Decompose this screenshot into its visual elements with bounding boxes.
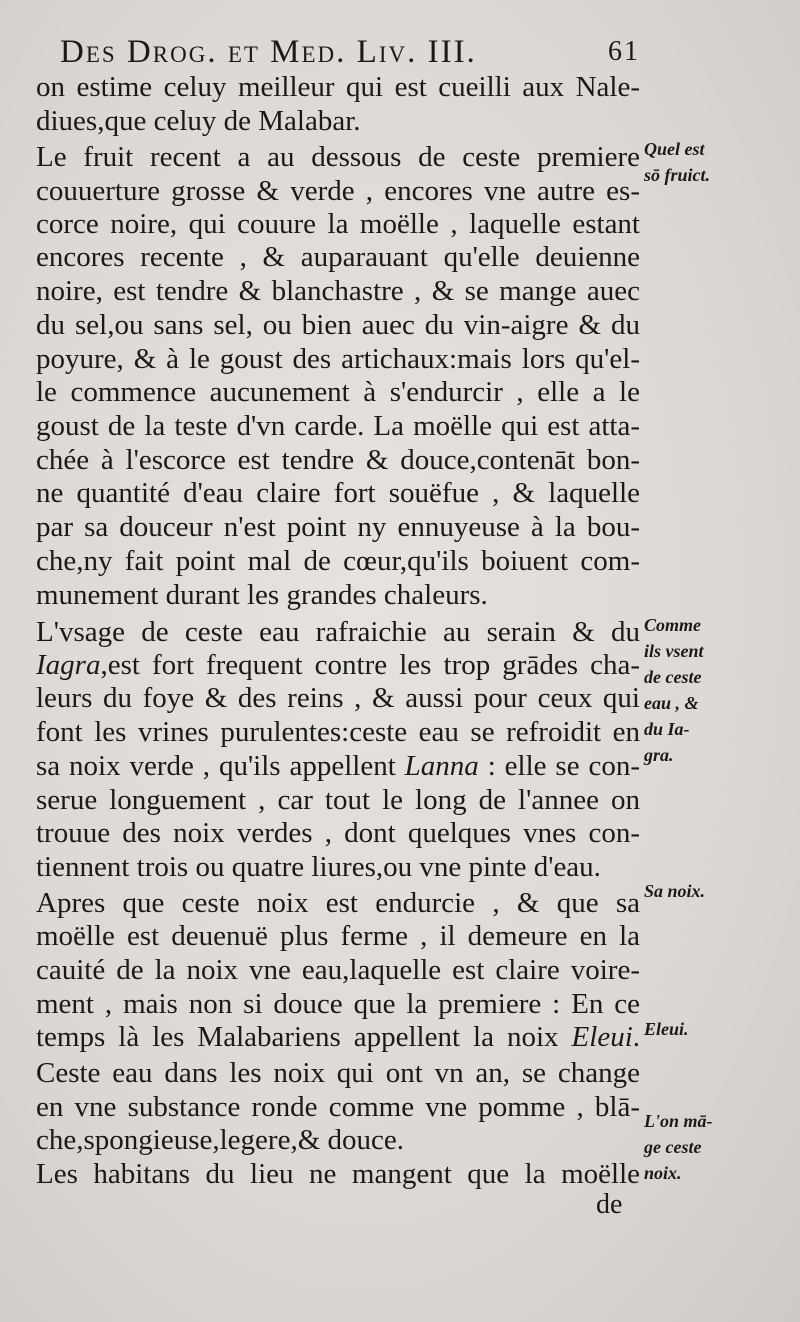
text-line: Le fruit recent a au dessous de ceste premiere [36,141,640,173]
text-line: che,spongieuse,legere,& douce. [36,1124,404,1156]
margin-note-line: Quel est [644,139,705,159]
margin-note-line: ils vsent [644,641,704,661]
margin-note-line: sō fruict. [644,165,711,185]
text-line: par sa douceur n'est point ny ennuyeuse à la bou- [36,511,640,543]
text-segment: ,est fort frequent contre les trop grādes cha- [100,649,640,681]
margin-note-line: gra. [644,745,674,765]
text-segment: . [632,1021,640,1053]
text-line: Les habitans du lieu ne mangent que la moëlle [36,1158,640,1190]
margin-note [644,612,794,768]
text-line: du sel,ou sans sel, ou bien auec du vin-aigre & du [36,309,640,341]
text-segment: sa noix verde , qu'ils appellent [36,750,405,782]
margin-note [644,878,794,904]
text-line: tiennent trois ou quatre liures,ou vne pinte d'eau. [36,851,601,883]
text-line: diues,que celuy de Malabar. [36,105,361,137]
margin-note-line: du Ia- [644,719,690,739]
page-number: 61 [608,36,640,67]
text-line: che,ny fait point mal de cœur,qu'ils boiuent com- [36,545,640,577]
running-title: Des Drog. et Med. Liv. III. [60,34,477,70]
margin-note-line: ge ceste [644,1137,702,1157]
text-segment: temps là les Malabariens appellent la noix [36,1021,572,1053]
margin-note-line: eau , & [644,693,699,713]
text-line: moëlle est deuenuë plus ferme , il demeure en la [36,920,640,952]
margin-note-line: noix. [644,1163,682,1183]
text-segment: : elle se con- [478,750,641,782]
text-line: Apres que ceste noix est endurcie , & que sa [36,887,640,919]
margin-note [644,136,794,188]
catchword: de [596,1189,623,1220]
text-line: cauité de la noix vne eau,laquelle est claire voire- [36,954,640,986]
margin-note-line: L'on mā- [644,1111,713,1131]
margin-note-line: Sa noix. [644,881,706,901]
text-line [36,1020,640,1054]
text-line: leurs du foye & des reins , & aussi pour ceux qui [36,682,640,714]
page-header [60,30,640,74]
text-line: serue longuement , car tout le long de l'annee on [36,784,640,816]
text-line: corce noire, qui couure la moëlle , laquelle estant [36,208,640,240]
italic-term: Lanna [404,750,479,782]
text-line [36,648,640,682]
text-line: font les vrines purulentes:ceste eau se refroidit en [36,716,640,748]
margin-note-line: Eleui. [644,1019,689,1039]
text-line: couuerture grosse & verde , encores vne autre es- [36,175,640,207]
text-line: goust de la teste d'vn carde. La moëlle qui est atta- [36,410,640,442]
text-line: chée à l'escorce est tendre & douce,contenāt bon- [36,444,640,476]
text-line: ment , mais non si douce que la premiere : En ce [36,988,640,1020]
text-line: on estime celuy meilleur qui est cueilli aux Nale- [36,71,640,103]
margin-note [644,1016,794,1042]
text-line: le commence aucunement à s'endurcir , elle a le [36,376,640,408]
text-line [36,749,640,783]
text-line: poyure, & à le goust des artichaux:mais lors qu'el- [36,343,640,375]
text-line: Ceste eau dans les noix qui ont vn an, se change [36,1057,640,1089]
italic-term: Eleui [571,1021,633,1053]
text-line: munement durant les grandes chaleurs. [36,579,488,611]
italic-term: Iagra [36,649,101,681]
margin-note-line: de ceste [644,667,702,687]
text-line: encores recente , & auparauant qu'elle deuienne [36,241,640,273]
margin-note-line: Comme [644,615,701,635]
text-line: trouue des noix verdes , dont quelques vnes con- [36,817,640,849]
margin-note [644,1108,794,1186]
text-line: noire, est tendre & blanchastre , & se mange auec [36,275,640,307]
text-line: L'vsage de ceste eau rafraichie au serain & du [36,616,640,648]
text-line: en vne substance ronde comme vne pomme , blā- [36,1091,640,1123]
text-line: ne quantité d'eau claire fort souëfue , & laquelle [36,477,640,509]
